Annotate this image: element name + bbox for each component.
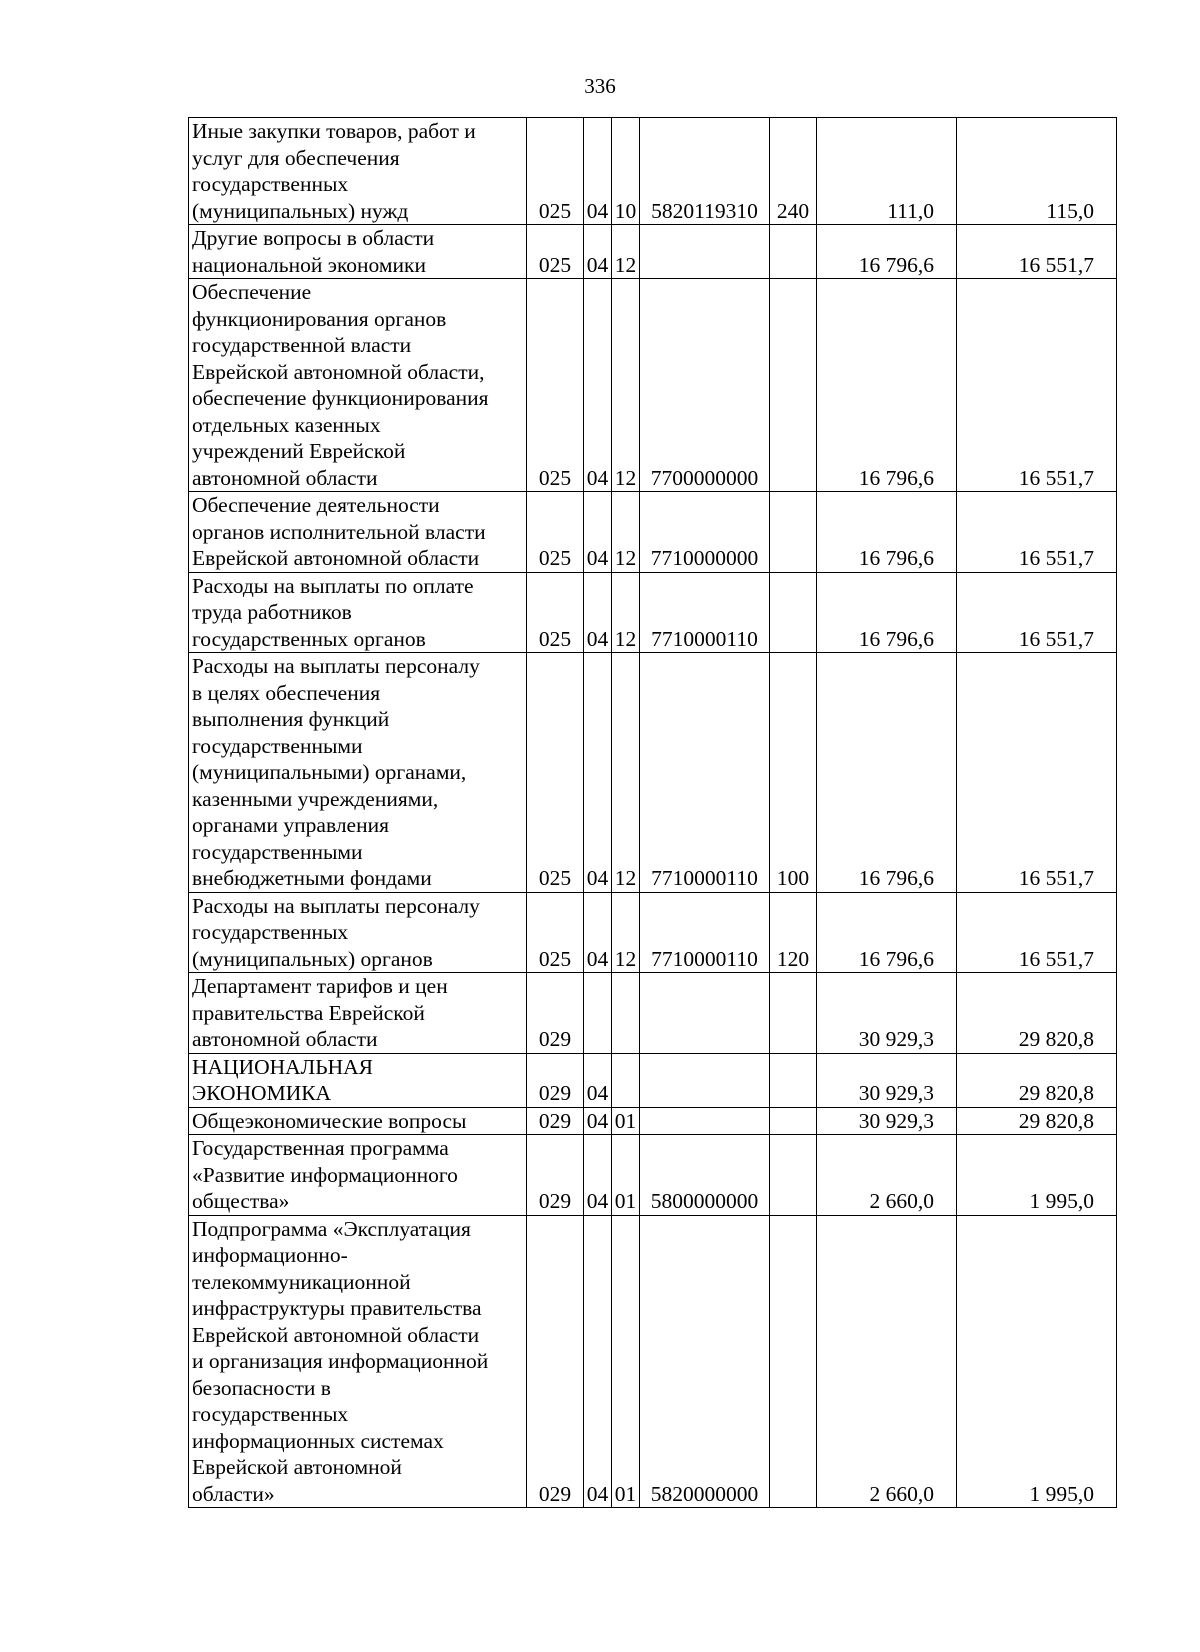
expense-name-line: Другие вопросы в области [192,226,435,250]
amount-year-2-cell: 16 551,7 [957,653,1117,893]
expense-name-cell [189,225,527,279]
subsection-code-cell: 01 [612,1215,640,1508]
expense-name-cell [189,492,527,573]
amount-year-2-cell: 16 551,7 [957,225,1117,279]
expense-type-cell: 100 [770,653,817,893]
expense-name-line: информационных системах [192,1428,444,1453]
expense-name-line: и организация информационной [192,1349,489,1373]
expense-name-line: услуг для обеспечения [192,145,400,170]
amount-year-2-cell: 29 820,8 [957,1107,1117,1135]
subsection-code-cell: 12 [612,653,640,893]
subsection-code-cell [612,1053,640,1107]
expense-name-line: Обеспечение деятельности [192,493,440,517]
expense-name-line: (муниципальных) нужд [192,198,409,223]
target-article-cell: 5800000000 [640,1135,770,1216]
expense-type-cell [770,225,817,279]
expense-name-cell [189,653,527,893]
amount-year-1-cell: 30 929,3 [817,1053,957,1107]
expense-name-line: функционирования органов [192,306,447,331]
ministry-code-cell: 025 [527,653,584,893]
section-code-cell: 04 [584,492,612,573]
target-article-cell: 5820119310 [640,118,770,225]
expense-type-cell [770,279,817,492]
section-code-cell: 04 [584,1053,612,1107]
target-article-cell [640,1107,770,1135]
expense-name-cell [189,1053,527,1107]
expense-name-line: Департамент тарифов и цен [192,974,448,998]
expense-name-line: Подпрограмма «Эксплуатация [192,1216,471,1241]
expense-name-line: Расходы на выплаты по оплате [192,573,474,598]
amount-year-2-cell: 29 820,8 [957,973,1117,1054]
expense-name-cell [189,1215,527,1508]
target-article-cell: 7710000110 [640,572,770,653]
target-article-cell: 5820000000 [640,1215,770,1508]
target-article-cell [640,1053,770,1107]
amount-year-2-cell: 1 995,0 [957,1135,1117,1216]
expense-name-line: органами управления [192,813,389,837]
expense-name-line: государственных органов [192,626,426,651]
section-code-cell: 04 [584,225,612,279]
table-row [189,1107,1117,1135]
section-code-cell: 04 [584,572,612,653]
expense-type-cell: 120 [770,892,817,973]
page-number: 336 [584,74,616,98]
expense-type-cell [770,1053,817,1107]
table-row [189,492,1117,573]
table-row [189,973,1117,1054]
amount-year-2-cell: 115,0 [957,118,1117,225]
table-body [189,118,1117,1508]
expense-name-line: труда работников [192,600,352,624]
amount-year-2-cell: 16 551,7 [957,492,1117,573]
amount-year-1-cell: 16 796,6 [817,572,957,653]
subsection-code-cell: 12 [612,225,640,279]
expense-name-line: ЭКОНОМИКА [192,1081,332,1105]
ministry-code-cell: 029 [527,1215,584,1508]
amount-year-2-cell: 1 995,0 [957,1215,1117,1508]
table-row [189,892,1117,973]
expense-name-line: Расходы на выплаты персоналу [192,654,480,678]
ministry-code-cell: 029 [527,1053,584,1107]
subsection-code-cell: 12 [612,572,640,653]
amount-year-1-cell: 16 796,6 [817,492,957,573]
expense-name-line: Иные закупки товаров, работ и [192,119,476,143]
expense-name-line: Обеспечение [192,280,312,304]
expense-name-line: Еврейской автономной области, [192,359,485,384]
expense-name-line: «Развитие информационного [192,1162,458,1187]
expense-name-cell [189,1107,527,1135]
section-code-cell: 04 [584,1135,612,1216]
expense-name-cell [189,118,527,225]
target-article-cell [640,225,770,279]
expense-name-line: государственных [192,920,349,944]
expense-name-line: автономной области [192,465,378,490]
expense-name-cell [189,973,527,1054]
section-code-cell [584,973,612,1054]
expense-name-line: внебюджетными фондами [192,866,432,890]
expense-name-line: государственной власти [192,333,412,357]
expense-type-cell: 240 [770,118,817,225]
amount-year-1-cell: 2 660,0 [817,1215,957,1508]
subsection-code-cell: 12 [612,892,640,973]
amount-year-2-cell: 16 551,7 [957,572,1117,653]
expense-name-line: в целях обеспечения [192,680,381,705]
amount-year-2-cell: 16 551,7 [957,892,1117,973]
ministry-code-cell: 025 [527,225,584,279]
expense-name-line: (муниципальными) органами, [192,760,467,784]
expense-name-line: информационно- [192,1243,348,1267]
expense-name-line: (муниципальных) органов [192,946,433,971]
subsection-code-cell: 12 [612,492,640,573]
ministry-code-cell: 025 [527,279,584,492]
expense-type-cell [770,572,817,653]
ministry-code-cell: 025 [527,118,584,225]
expense-type-cell [770,973,817,1054]
ministry-code-cell: 025 [527,492,584,573]
subsection-code-cell [612,973,640,1054]
amount-year-1-cell: 30 929,3 [817,1107,957,1135]
expense-type-cell [770,492,817,573]
expense-name-line: инфраструктуры правительства [192,1296,482,1320]
expense-name-line: Расходы на выплаты персоналу [192,893,480,918]
target-article-cell: 7710000110 [640,892,770,973]
expense-name-line: НАЦИОНАЛЬНАЯ [192,1054,374,1079]
expense-name-cell [189,572,527,653]
table-row [189,653,1117,893]
expense-name-line: государственных [192,1402,349,1426]
subsection-code-cell: 12 [612,279,640,492]
expense-name-line: национальной экономики [192,252,426,277]
expense-name-line: автономной области [192,1027,378,1051]
section-code-cell: 04 [584,118,612,225]
expense-name-line: Еврейской автономной области [192,1322,480,1347]
expense-name-line: органов исполнительной власти [192,519,486,544]
expense-name-line: казенными учреждениями, [192,786,439,811]
expense-name-cell [189,1135,527,1216]
amount-year-1-cell: 16 796,6 [817,279,957,492]
ministry-code-cell: 025 [527,572,584,653]
amount-year-2-cell: 16 551,7 [957,279,1117,492]
table-row [189,572,1117,653]
expense-name-cell [189,892,527,973]
section-code-cell: 04 [584,653,612,893]
expense-name-line: государственными [192,839,363,864]
table-row [189,1135,1117,1216]
expense-name-line: Еврейской автономной [192,1455,402,1479]
table-row [189,1053,1117,1107]
subsection-code-cell: 01 [612,1135,640,1216]
target-article-cell: 7710000000 [640,492,770,573]
section-code-cell: 04 [584,1215,612,1508]
expense-name-line: учреждений Еврейской [192,439,406,463]
expense-name-line: государственными [192,733,363,758]
budget-table [188,117,1117,1508]
target-article-cell: 7700000000 [640,279,770,492]
table-row [189,225,1117,279]
amount-year-1-cell: 111,0 [817,118,957,225]
subsection-code-cell: 10 [612,118,640,225]
amount-year-1-cell: 16 796,6 [817,653,957,893]
expense-type-cell [770,1215,817,1508]
target-article-cell: 7710000110 [640,653,770,893]
amount-year-2-cell: 29 820,8 [957,1053,1117,1107]
amount-year-1-cell: 2 660,0 [817,1135,957,1216]
expense-name-line: правительства Еврейской [192,1000,425,1025]
expense-name-line: телекоммуникационной [192,1269,411,1294]
table-row [189,118,1117,225]
section-code-cell: 04 [584,279,612,492]
table-row [189,279,1117,492]
amount-year-1-cell: 16 796,6 [817,892,957,973]
expense-name-line: Общеэкономические вопросы [192,1108,467,1133]
expense-name-line: Еврейской автономной области [192,546,480,570]
subsection-code-cell: 01 [612,1107,640,1135]
expense-name-line: безопасности в [192,1375,331,1400]
target-article-cell [640,973,770,1054]
ministry-code-cell: 029 [527,973,584,1054]
expense-name-line: выполнения функций [192,707,390,731]
expense-name-line: Государственная программа [192,1136,449,1160]
ministry-code-cell: 029 [527,1107,584,1135]
expense-name-line: отдельных казенных [192,412,381,437]
table-row [189,1215,1117,1508]
ministry-code-cell: 029 [527,1135,584,1216]
amount-year-1-cell: 30 929,3 [817,973,957,1054]
expense-name-line: обеспечение функционирования [192,386,489,410]
expense-name-line: области» [192,1481,275,1506]
section-code-cell: 04 [584,892,612,973]
section-code-cell: 04 [584,1107,612,1135]
amount-year-1-cell: 16 796,6 [817,225,957,279]
expense-type-cell [770,1135,817,1216]
expense-name-line: государственных [192,172,349,196]
expense-type-cell [770,1107,817,1135]
ministry-code-cell: 025 [527,892,584,973]
expense-name-line: общества» [192,1189,290,1213]
expense-name-cell [189,279,527,492]
